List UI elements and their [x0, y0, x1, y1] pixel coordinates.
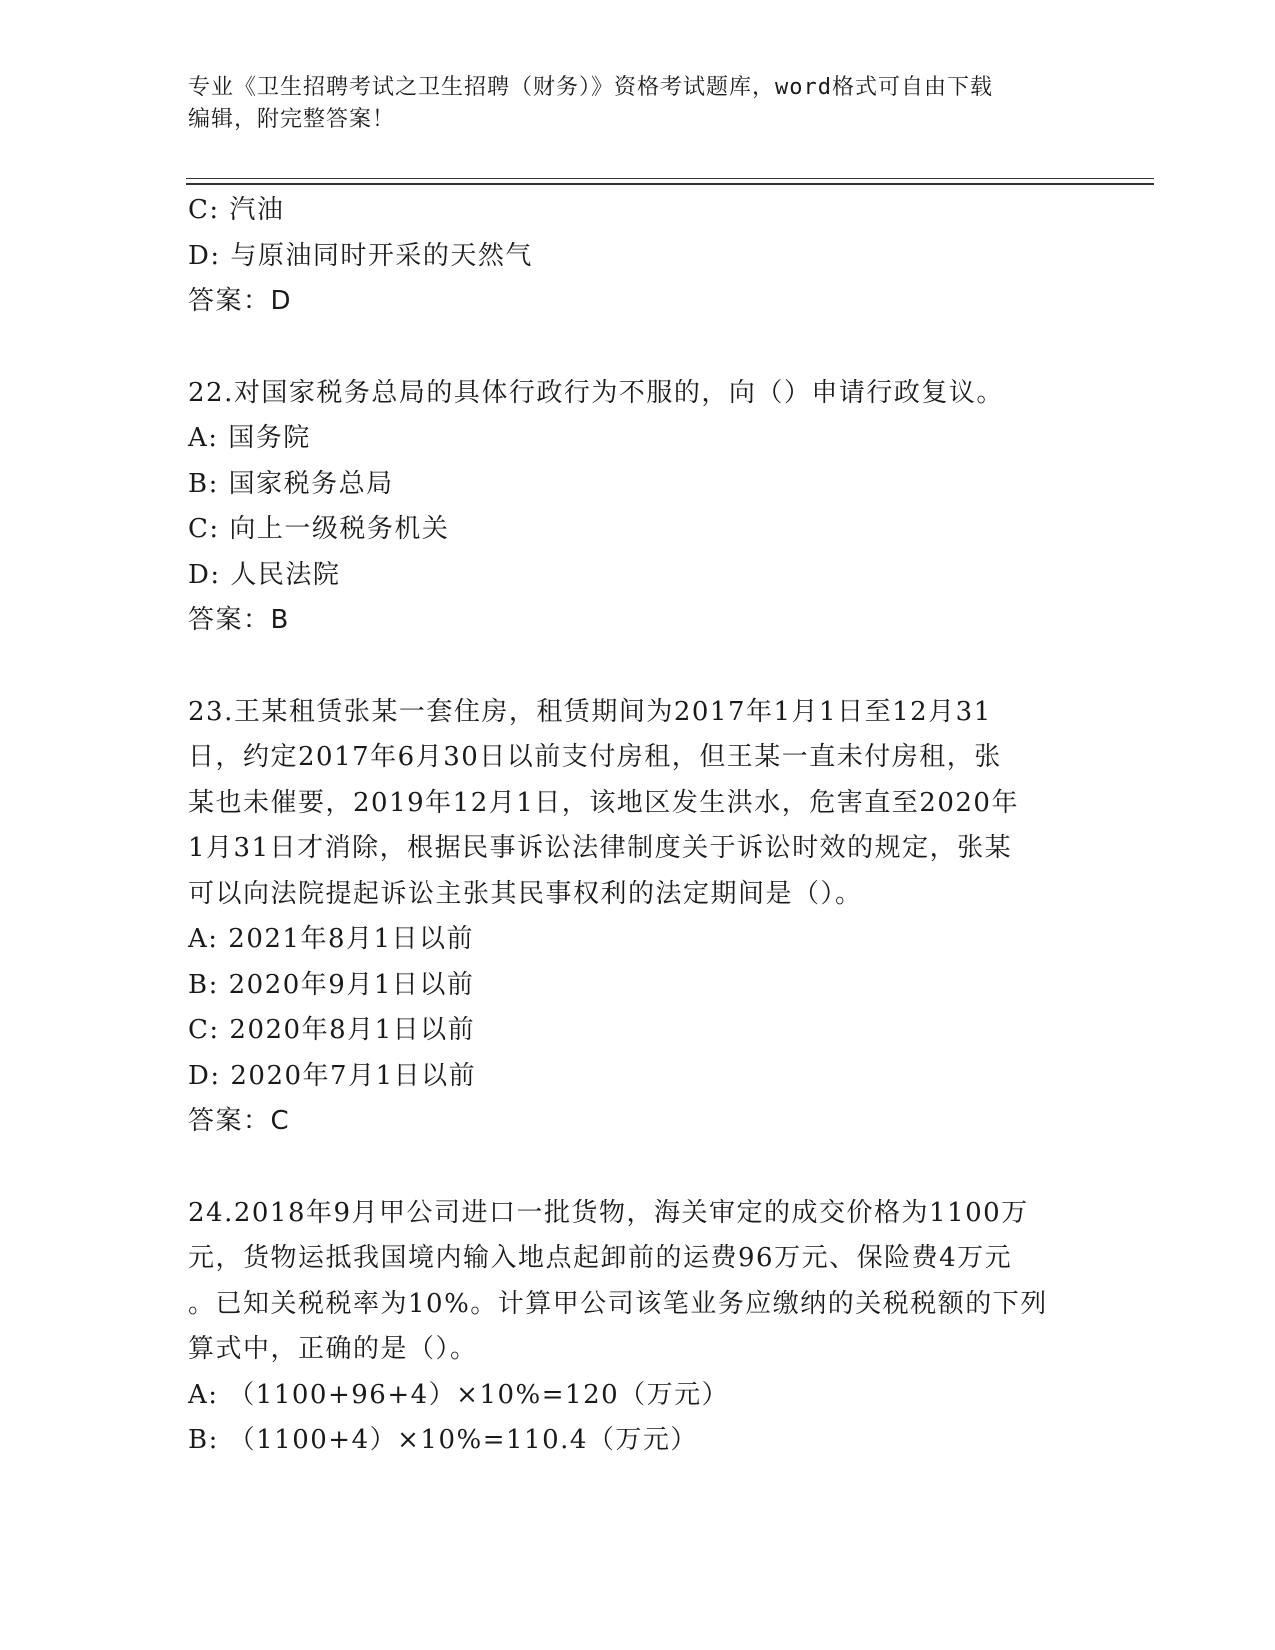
option-d: D: 与原油同时开采的天然气: [188, 240, 533, 271]
question-stem: 22.对国家税务总局的具体行政行为不服的，向（）申请行政复议。: [188, 377, 1004, 408]
option-b: B: 2020年9月1日以前: [188, 969, 475, 1000]
question-stem-line: 某也未催要，2019年12月1日，该地区发生洪水，危害直至2020年: [188, 787, 1019, 818]
question-stem-line: 元，货物运抵我国境内输入地点起卸前的运费96万元、保险费4万元: [188, 1243, 1013, 1273]
answer: 答案：D: [188, 286, 293, 316]
question-content: [188, 188, 1088, 1464]
answer: 答案：B: [188, 605, 290, 635]
question-stem-line: 23.王某租赁张某一套住房，租赁期间为2017年1月1日至12月31: [188, 696, 992, 727]
answer: 答案：C: [188, 1106, 291, 1136]
question-stem-line: 可以向法院提起诉讼主张其民事权利的法定期间是（）。: [188, 878, 863, 909]
question-stem-line: 1月31日才消除，根据民事诉讼法律制度关于诉讼时效的规定，张某: [188, 833, 1013, 863]
question-stem-line: 24.2018年9月甲公司进口一批货物，海关审定的成交价格为1100万: [188, 1197, 1029, 1228]
option-a: A: 2021年8月1日以前: [188, 924, 475, 954]
header-line-2: 编辑，附完整答案！: [188, 107, 396, 132]
question-stem-line: 日，约定2017年6月30日以前支付房租，但王某一直未付房租，张: [188, 742, 1002, 772]
option-a: A: （1100+96+4）×10%=120（万元）: [188, 1379, 730, 1410]
header-divider-thick: [186, 183, 1154, 185]
document-header: [188, 72, 1088, 136]
option-a: A: 国务院: [188, 423, 311, 453]
option-c: C: 汽油: [188, 195, 285, 225]
question-21-tail: [188, 188, 1088, 325]
option-b: B: 国家税务总局: [188, 468, 394, 499]
question-stem-line: 。已知关税税率为10%。计算甲公司该笔业务应缴纳的关税税额的下列: [188, 1288, 1048, 1319]
option-d: D: 人民法院: [188, 559, 341, 590]
question-24: [188, 1191, 1088, 1464]
question-stem-line: 算式中，正确的是（）。: [188, 1334, 478, 1364]
option-c: C: 向上一级税务机关: [188, 514, 450, 544]
option-c: C: 2020年8月1日以前: [188, 1015, 476, 1045]
option-d: D: 2020年7月1日以前: [188, 1060, 477, 1091]
option-b: B: （1100+4）×10%=110.4（万元）: [188, 1425, 698, 1455]
header-line-1: 专业《卫生招聘考试之卫生招聘（财务）》资格考试题库，word格式可自由下载: [188, 75, 993, 100]
question-22: [188, 371, 1088, 644]
question-23: [188, 690, 1088, 1145]
header-divider-thin: [186, 178, 1154, 179]
